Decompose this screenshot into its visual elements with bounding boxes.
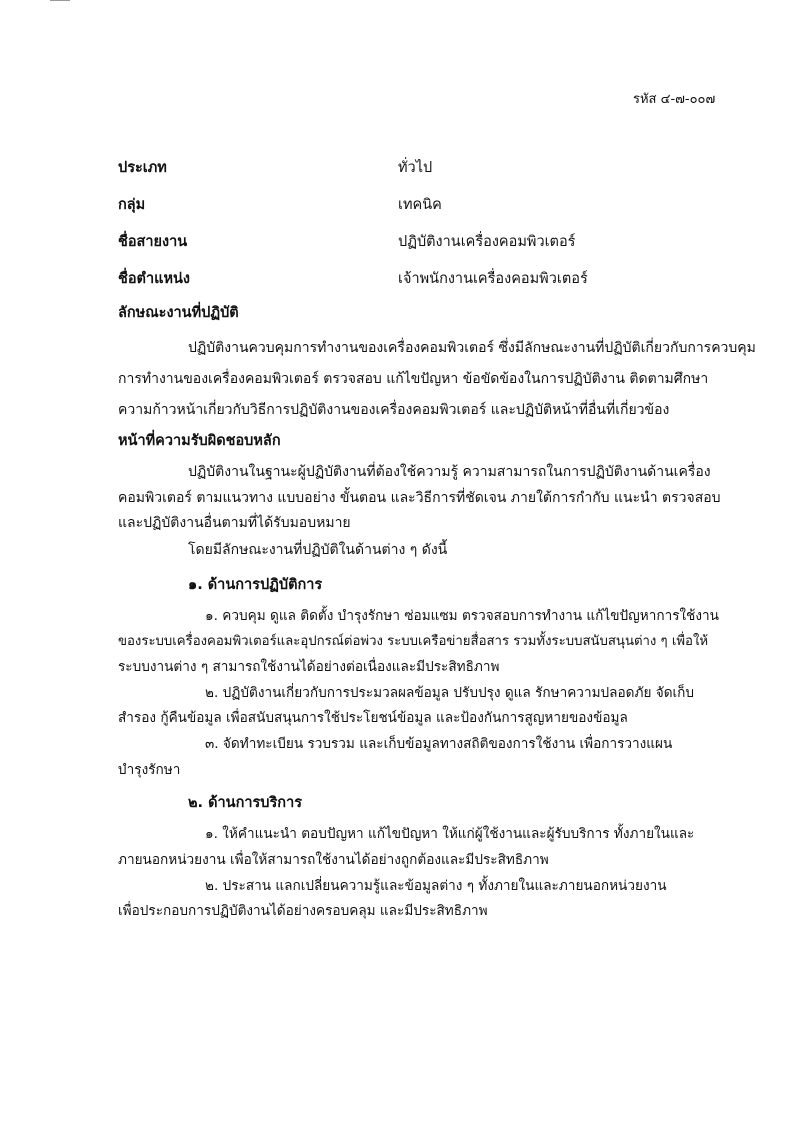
section-heading-operations: ๑. ด้านการปฏิบัติการ	[188, 577, 323, 593]
duties-line: ปฏิบัติงานในฐานะผู้ปฏิบัติงานที่ต้องใช้ความรู้ ความสามารถในการปฏิบัติงานด้านเครื่อง	[188, 464, 711, 480]
services-item-line: ๑. ให้คำแนะนำ ตอบปัญหา แก้ไขปัญหา ให้แก่ผู้ใช้งานและผู้รับบริการ ทั้งภายในและ	[205, 826, 695, 842]
field-value-position: เจ้าพนักงานเครื่องคอมพิวเตอร์	[398, 271, 588, 287]
operations-item-line: บำรุงรักษา	[118, 762, 181, 778]
document-code: รหัส ๔-๗-๐๐๗	[633, 92, 716, 107]
services-item-line: เพื่อประกอบการปฏิบัติงานได้อย่างครอบคลุม และมีประสิทธิภาพ	[118, 903, 488, 919]
duties-intro: โดยมีลักษณะงานที่ปฏิบัติในด้านต่าง ๆ ดังนี้	[188, 542, 448, 558]
services-item-line: ๒. ประสาน แลกเปลี่ยนความรู้และข้อมูลต่าง ๆ ทั้งภายในและภายนอกหน่วยงาน	[205, 878, 667, 894]
scan-mark	[50, 0, 70, 7]
duties-line: คอมพิวเตอร์ ตามแนวทาง แบบอย่าง ขั้นตอน และวิธีการที่ชัดเจน ภายใต้การกำกับ แนะนำ ตรวจสอบ	[118, 490, 721, 506]
nature-line: การทำงานของเครื่องคอมพิวเตอร์ ตรวจสอบ แก้ไขปัญหา ข้อขัดข้องในการปฏิบัติงาน ติดตามศึกษา	[118, 371, 709, 387]
operations-item-line: สำรอง กู้คืนข้อมูล เพื่อสนับสนุนการใช้ประโยชน์ข้อมูล และป้องกันการสูญหายของข้อมูล	[118, 710, 628, 726]
duties-line: และปฏิบัติงานอื่นตามที่ได้รับมอบหมาย	[118, 515, 351, 531]
field-value-group: เทคนิค	[398, 197, 442, 213]
field-label-group: กลุ่ม	[118, 197, 146, 213]
operations-item-line: ของระบบเครื่องคอมพิวเตอร์และอุปกรณ์ต่อพ่วง ระบบเครือข่ายสื่อสาร รวมทั้งระบบสนับสนุนต่าง ๆ เพื่อให้	[118, 634, 709, 649]
field-label-type: ประเภท	[118, 160, 167, 176]
field-label-line: ชื่อสายงาน	[118, 234, 188, 250]
services-item-line: ภายนอกหน่วยงาน เพื่อให้สามารถใช้งานได้อย่างถูกต้องและมีประสิทธิภาพ	[118, 852, 549, 868]
section-heading-services: ๒. ด้านการบริการ	[188, 795, 302, 811]
field-value-line: ปฏิบัติงานเครื่องคอมพิวเตอร์	[398, 234, 576, 250]
field-label-position: ชื่อตำแหน่ง	[118, 271, 191, 287]
field-value-type: ทั่วไป	[398, 160, 433, 176]
operations-item-line: ระบบงานต่าง ๆ สามารถใช้งานได้อย่างต่อเนื่องและมีประสิทธิภาพ	[118, 659, 500, 675]
nature-line: ปฏิบัติงานควบคุมการทำงานของเครื่องคอมพิวเตอร์ ซึ่งมีลักษณะงานที่ปฏิบัติเกี่ยวกับการควบคุม	[188, 340, 756, 356]
operations-item-line: ๑. ควบคุม ดูแล ติดตั้ง บำรุงรักษา ซ่อมแซม ตรวจสอบการทำงาน แก้ไขปัญหาการใช้งาน	[205, 608, 719, 624]
duties-heading: หน้าที่ความรับผิดชอบหลัก	[118, 433, 281, 449]
nature-heading: ลักษณะงานที่ปฏิบัติ	[118, 305, 239, 321]
operations-item-line: ๓. จัดทำทะเบียน รวบรวม และเก็บข้อมูลทางสถิติของการใช้งาน เพื่อการวางแผน	[205, 736, 673, 752]
nature-line: ความก้าวหน้าเกี่ยวกับวิธีการปฏิบัติงานของเครื่องคอมพิวเตอร์ และปฏิบัติหน้าที่อื่นที่เกี่ยวข้อง	[118, 402, 670, 418]
operations-item-line: ๒. ปฏิบัติงานเกี่ยวกับการประมวลผลข้อมูล ปรับปรุง ดูแล รักษาความปลอดภัย จัดเก็บ	[205, 685, 695, 701]
